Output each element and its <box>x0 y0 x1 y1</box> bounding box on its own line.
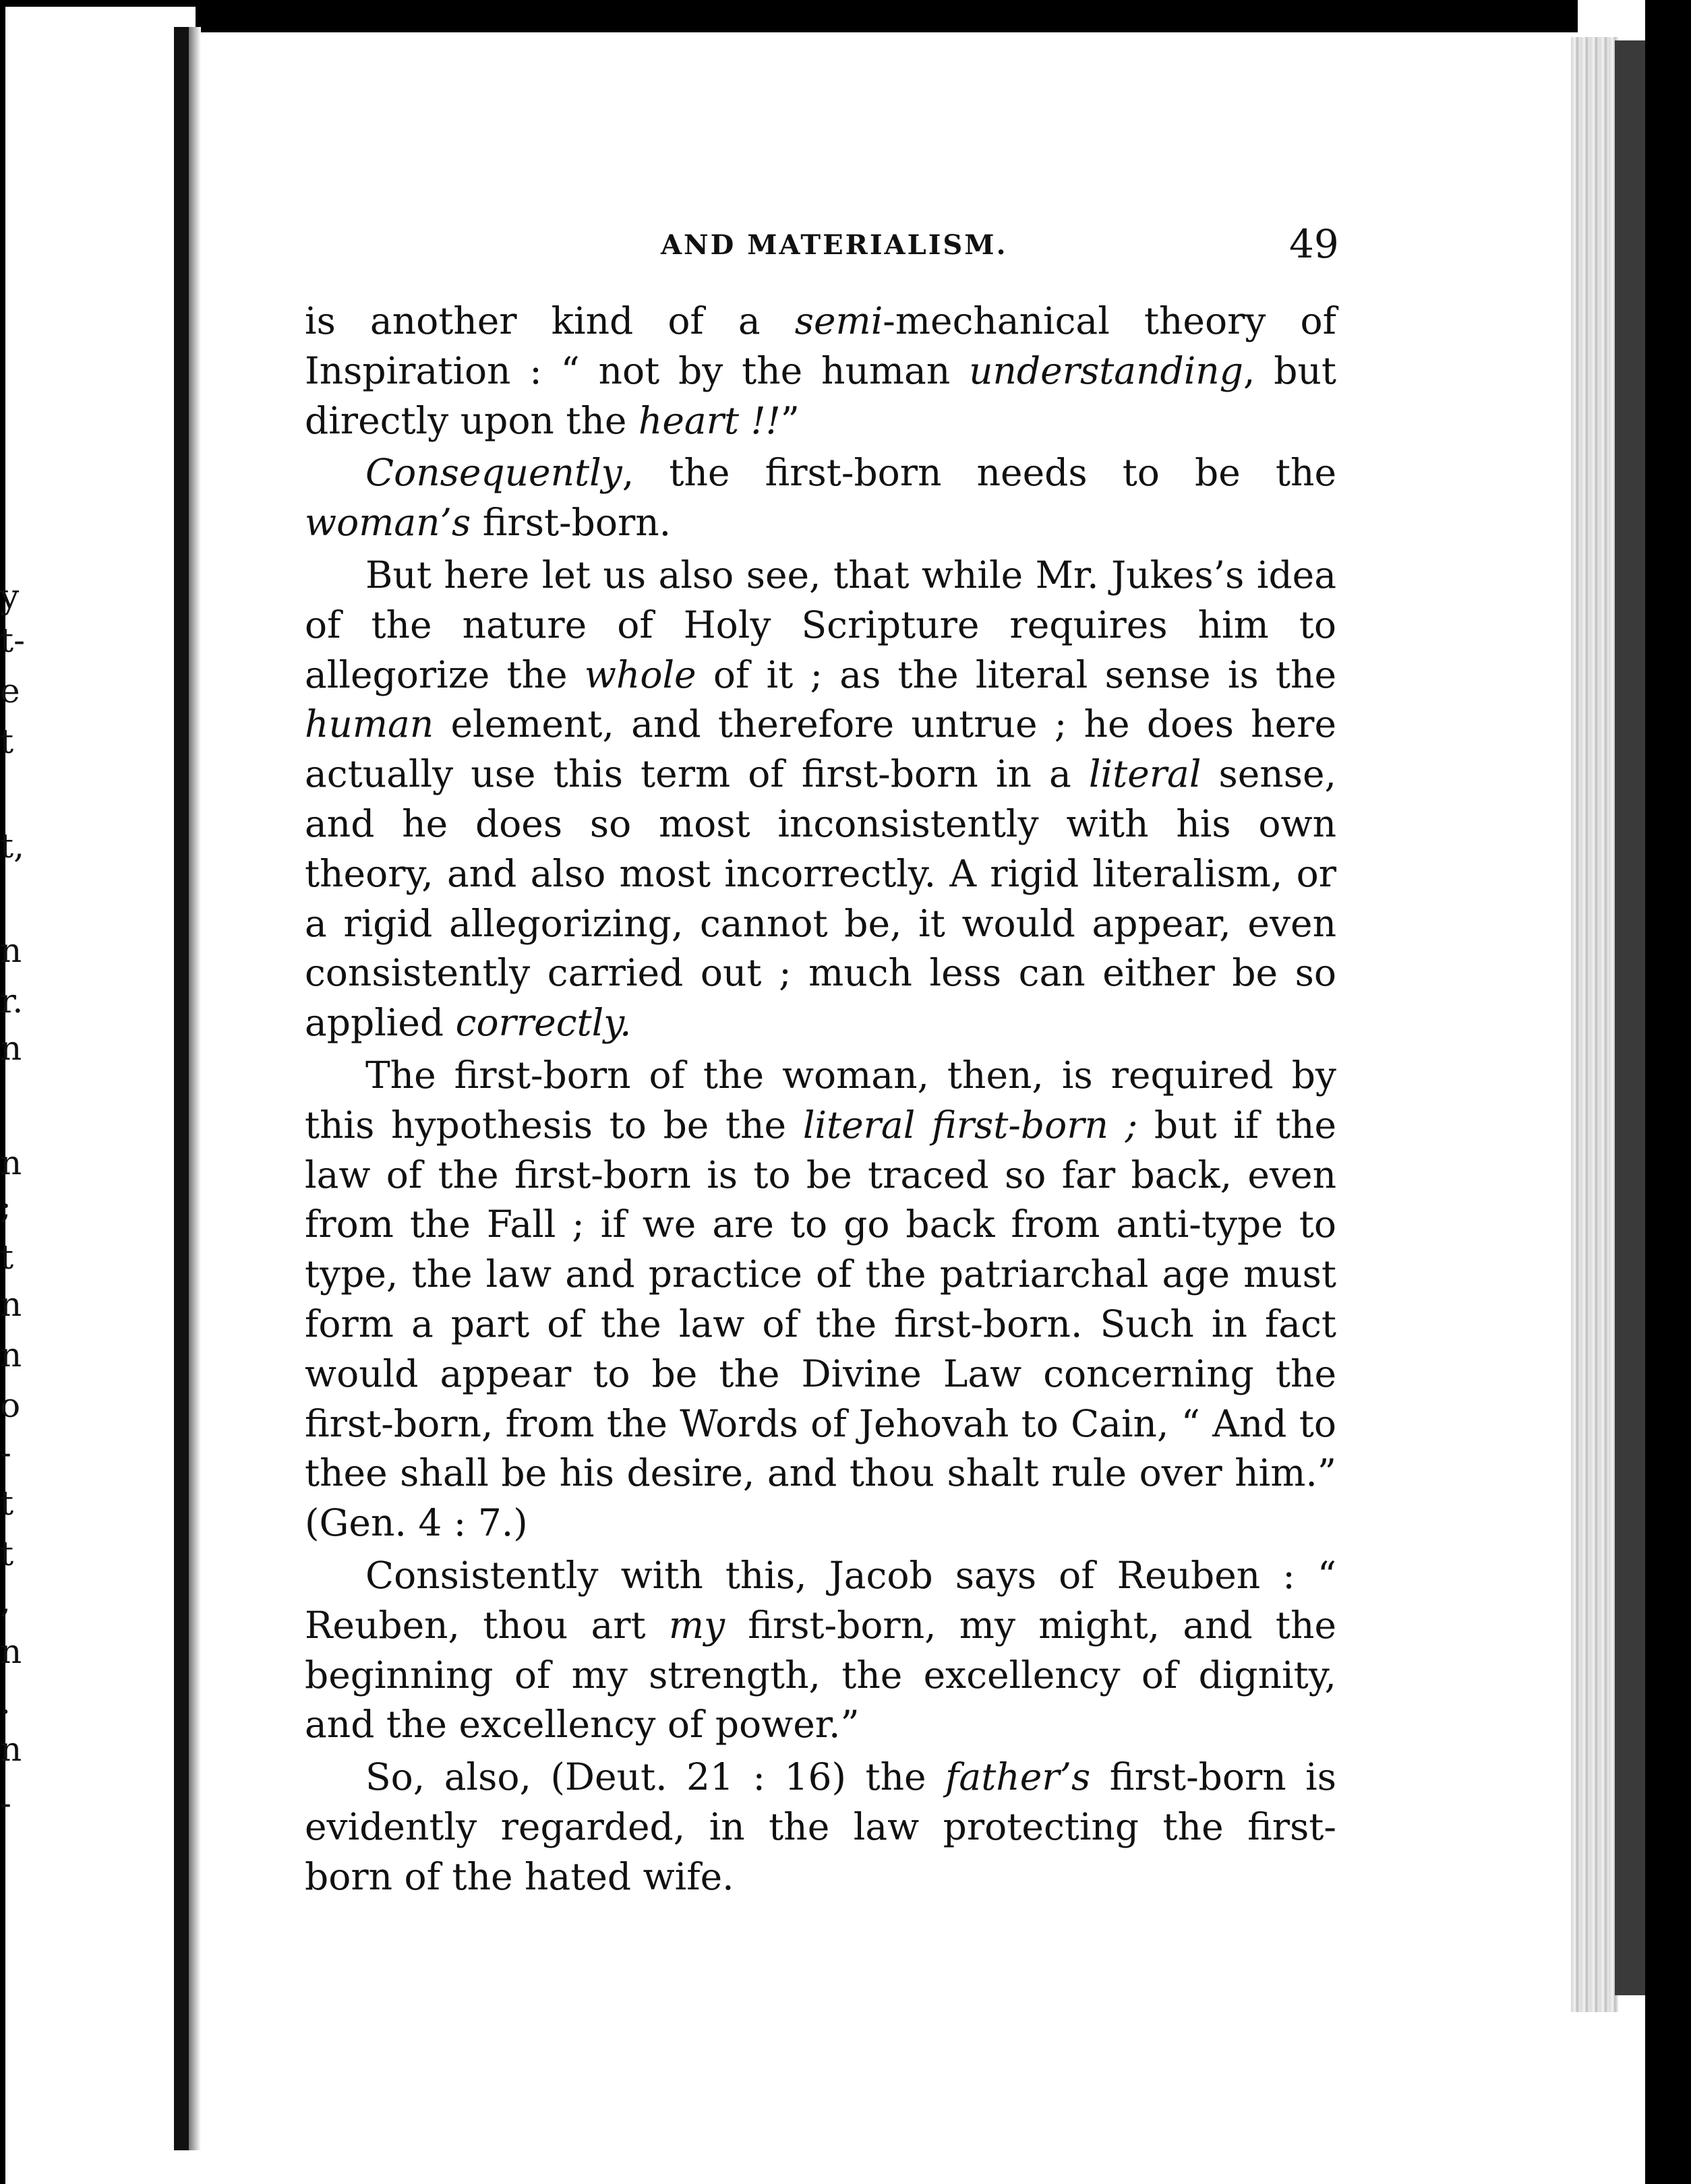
facing-page-fragment: o <box>0 1386 21 1425</box>
text-run: So, also, (Deut. 21 : 16) the <box>365 1755 946 1799</box>
facing-page-fragment: t <box>0 1238 14 1277</box>
body-text <box>305 297 1336 1905</box>
italic-run: my <box>668 1603 725 1647</box>
italic-run: Consequently <box>365 451 622 495</box>
text-run: Consistently with this, Jacob says of Reuben : “ Reuben, thou art <box>305 1553 1336 1647</box>
scan-edge-top <box>196 0 1578 32</box>
italic-run: woman’s <box>305 501 471 545</box>
facing-page-fragment: - <box>0 1433 11 1472</box>
facing-page-fragment: n <box>0 931 22 970</box>
paragraph <box>305 1551 1336 1750</box>
text-run: is another kind of a <box>305 299 795 342</box>
scan-edge-left <box>0 0 5 2184</box>
text-run: ” <box>780 398 800 442</box>
italic-run: understanding <box>969 348 1243 392</box>
paragraph <box>305 1051 1336 1548</box>
running-header: AND MATERIALISM. <box>661 229 1008 261</box>
facing-page-fragment: n <box>0 1143 22 1182</box>
text-run: , the first-born needs to be the <box>622 451 1336 495</box>
text-run: sense, and he does so most inconsistently with his own theory, and also most incorrectly. A rigid literalism, or a rigid allegorizing, cannot be, it would appear, even consistently carried out ; much less can either be so applied <box>305 752 1336 1045</box>
text-run: , but directly upon the <box>305 348 1336 442</box>
facing-page-fragment: - <box>0 1784 11 1823</box>
facing-page-fragment: t, <box>0 826 24 866</box>
italic-run: father’s <box>945 1755 1091 1799</box>
italic-run: literal first-born ; <box>802 1103 1138 1147</box>
page-stack-edges <box>1571 37 1618 2012</box>
paragraph <box>305 448 1336 548</box>
facing-page-fragment: e <box>0 671 20 710</box>
scan-edge-top-left <box>0 0 196 7</box>
text-run: first-born. <box>471 501 672 545</box>
gutter-shadow <box>189 27 201 2150</box>
scan-edge-right <box>1645 0 1691 2184</box>
facing-page-fragment: r. <box>0 981 24 1021</box>
facing-page-fragment: . <box>0 1682 11 1722</box>
facing-page-fragment: y <box>0 577 20 616</box>
text-run: The first-born of the woman, then, is required by this hypothesis to be the <box>305 1053 1336 1147</box>
text-run: element, and therefore untrue ; he does here actually use this term of first-born in a <box>305 702 1336 796</box>
facing-page-fragment: t <box>0 722 14 761</box>
text-run: -mechanical theory of Inspiration : “ not by the human <box>305 299 1336 392</box>
paragraph <box>305 551 1336 1048</box>
text-run: but if the law of the first-born is to be traced so far back, even from the Fall ; if we are to go back from anti-type to type, the law and practice of the patriarchal age must form a part of the law of the first-born. Such in fact would appear to be the Divine Law concerning the first-born, from the Words of Jehovah to Cain, “ And to thee shall be his desire, and thou shalt rule over him.” (Gen. 4 : 7.) <box>305 1103 1337 1545</box>
facing-page-fragment: , <box>0 1581 11 1620</box>
facing-page-fragment: n <box>0 1730 22 1769</box>
facing-page-fragment: n <box>0 1029 22 1068</box>
facing-page-fragment: n <box>0 1285 22 1324</box>
facing-page-fragment: t <box>0 1534 14 1573</box>
text-run: first-born, my might, and the beginning of my strength, the excellency of dignity, and the excellency of power.” <box>305 1603 1336 1747</box>
italic-run: heart !! <box>638 398 781 442</box>
text-run: of it ; as the literal sense is the <box>696 653 1336 696</box>
page-number: 49 <box>1289 221 1339 267</box>
paragraph <box>305 297 1336 446</box>
italic-run: correctly. <box>455 1001 632 1045</box>
facing-page-fragment: ; <box>0 1187 11 1226</box>
text-run: first-born is evidently regarded, in the law protecting the first-born of the hated wife. <box>305 1755 1336 1898</box>
book-gutter <box>174 27 189 2150</box>
italic-run: human <box>305 702 434 746</box>
italic-run: literal <box>1088 752 1202 796</box>
italic-run: semi <box>794 299 883 342</box>
facing-page-fragment: t- <box>0 621 25 660</box>
facing-page-fragment: n <box>0 1335 22 1374</box>
italic-run: whole <box>584 653 696 696</box>
facing-page-fragment: t <box>0 1484 14 1523</box>
paragraph <box>305 1753 1336 1902</box>
text-run: But here let us also see, that while Mr. Jukes’s idea of the nature of Holy Scripture requires him to allegorize the <box>305 553 1336 696</box>
facing-page-fragment: n <box>0 1632 22 1671</box>
